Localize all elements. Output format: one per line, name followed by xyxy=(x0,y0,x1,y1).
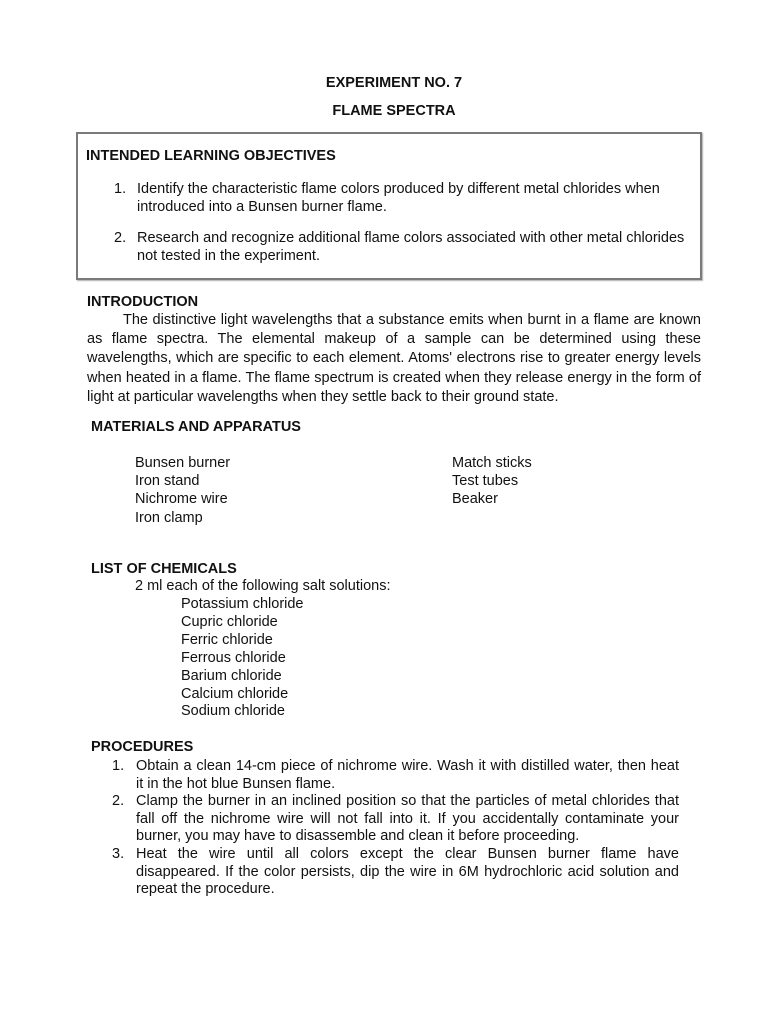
procedure-text: Heat the wire until all colors except the clear Bunsen burner flame have disappeared. If the color persists, dip the wire in 6M hydrochloric acid solution and repeat the procedure. xyxy=(136,845,679,898)
material-item: Beaker xyxy=(452,491,498,508)
chemicals-list xyxy=(181,596,304,721)
material-item: Iron stand xyxy=(135,473,200,490)
material-item: Match sticks xyxy=(452,455,532,471)
materials-heading: MATERIALS AND APPARATUS xyxy=(91,419,301,435)
chemicals-intro: 2 ml each of the following salt solutions: xyxy=(135,578,391,594)
material-item: Test tubes xyxy=(452,473,519,490)
procedures-list xyxy=(112,758,679,899)
objective-number: 1. xyxy=(114,181,127,197)
chemical-item: Potassium chloride xyxy=(181,596,304,612)
objective-number: 2. xyxy=(114,230,127,246)
procedures-heading: PROCEDURES xyxy=(91,739,194,755)
objective-item xyxy=(86,180,686,216)
experiment-number: EXPERIMENT NO. 7 xyxy=(325,75,463,91)
procedure-number: 3. xyxy=(112,845,125,862)
chemical-item: Ferrous chloride xyxy=(181,649,286,666)
procedure-item xyxy=(112,758,679,793)
chemical-item: Cupric chloride xyxy=(181,613,278,630)
procedure-text: Obtain a clean 14-cm piece of nichrome wire. Wash it with distilled water, then heat it in the hot blue Bunsen flame. xyxy=(136,758,679,792)
objectives-list xyxy=(86,180,686,278)
materials-right-column xyxy=(452,454,532,509)
chemical-item: Ferric chloride xyxy=(181,631,273,648)
procedure-item xyxy=(112,846,679,899)
material-item: Nichrome wire xyxy=(135,491,228,508)
procedure-text: Clamp the burner in an inclined position so that the particles of metal chlorides that fall off the nichrome wire will not fall into it. If you accidentally contaminate your burner, you may have to disassemble and clean it before proceeding. xyxy=(136,793,679,845)
introduction-text: The distinctive light wavelengths that a substance emits when burnt in a flame are known as flame spectra. The elemental makeup of a sample can be determined using these wavelengths, which are specific to each element. Atoms' electrons rise to greater energy levels when heated in a flame. The flame spectrum is created when they release energy in the form of light at particular wavelengths when they settle back to their ground state. xyxy=(87,312,701,405)
objectives-heading: INTENDED LEARNING OBJECTIVES xyxy=(86,148,336,164)
chemical-item: Calcium chloride xyxy=(181,685,289,702)
materials-left-column xyxy=(135,454,230,527)
objective-item xyxy=(86,229,686,265)
objective-text: Research and recognize additional flame colors associated with other metal chlorides not tested in the experiment. xyxy=(137,230,685,264)
material-item: Iron clamp xyxy=(135,509,203,526)
material-item: Bunsen burner xyxy=(135,455,231,471)
procedure-number: 1. xyxy=(112,758,125,774)
objective-text: Identify the characteristic flame colors produced by different metal chlorides when introduced into a Bunsen burner flame. xyxy=(137,181,660,215)
introduction-heading: INTRODUCTION xyxy=(87,294,199,310)
objectives-box xyxy=(76,132,702,280)
procedure-number: 2. xyxy=(112,793,125,810)
chemical-item: Barium chloride xyxy=(181,667,282,684)
chemicals-heading: LIST OF CHEMICALS xyxy=(91,561,237,577)
procedure-item xyxy=(112,793,679,846)
chemical-item: Sodium chloride xyxy=(181,703,285,720)
page-title: FLAME SPECTRA xyxy=(332,103,456,119)
